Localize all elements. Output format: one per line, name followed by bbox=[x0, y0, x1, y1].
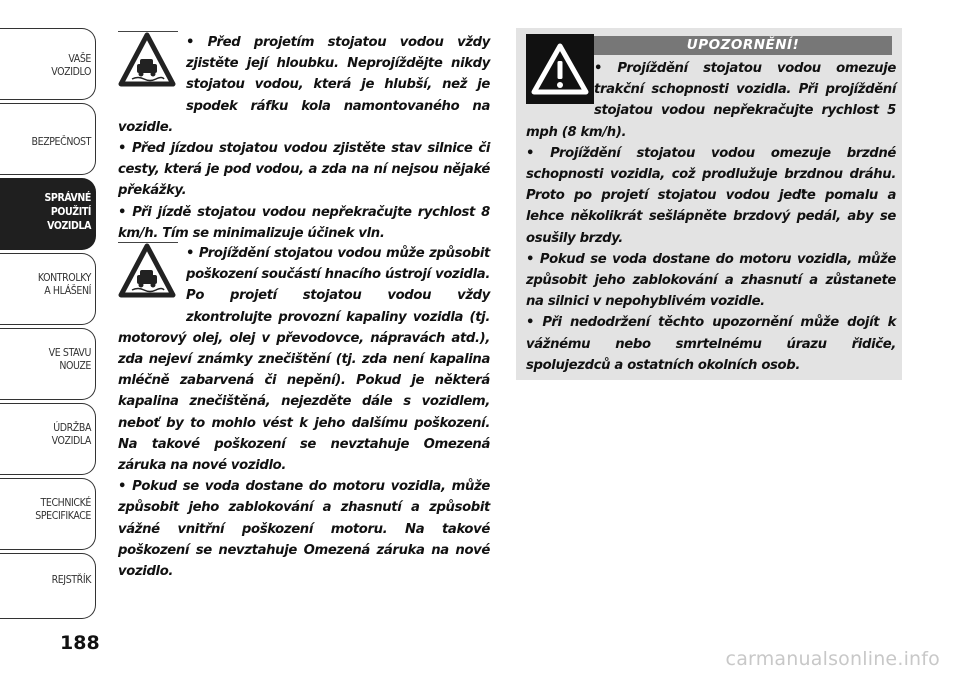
warning-box bbox=[516, 28, 902, 380]
caution-block-2 bbox=[118, 243, 490, 582]
tab-kontrolky-a-hlaseni[interactable] bbox=[0, 253, 96, 325]
tab-label: TECHNICKÉ bbox=[40, 497, 91, 509]
tab-label: POUŽITÍ bbox=[50, 206, 91, 218]
tab-label: ÚDRŽBA bbox=[53, 422, 91, 434]
tab-vase-vozidlo[interactable] bbox=[0, 28, 96, 100]
tab-label: BEZPEČNOST bbox=[31, 136, 91, 148]
tab-label: SPRÁVNÉ bbox=[44, 192, 91, 204]
tab-label: NOUZE bbox=[59, 360, 91, 372]
warning-paragraph: • Při nedodržení těchto upozornění může dojít k vážnému nebo smrtelnému úrazu řidiče, spolujezdců a ostatních okolních osob. bbox=[526, 315, 896, 373]
tab-label: VOZIDLO bbox=[51, 66, 91, 78]
icon-spacer bbox=[526, 58, 594, 104]
tab-technicke-specifikace[interactable] bbox=[0, 478, 96, 550]
caution-road-sign bbox=[118, 32, 184, 96]
tab-ve-stavu-nouze[interactable] bbox=[0, 328, 96, 400]
tab-label: A HLÁŠENÍ bbox=[44, 285, 91, 297]
tab-spravne-pouziti-vozidla[interactable] bbox=[0, 178, 96, 250]
tab-label: VOZIDLA bbox=[47, 220, 91, 232]
warning-paragraph: • Projíždění stojatou vodou omezuje brzdné schopnosti vozidla, což prodlužuje brzdnou dráhu. Proto po projetí stojatou vodou jeďte pomalu a lehce několikrát sešlápněte brzdový pedál, aby se osušily brzdy. bbox=[526, 145, 896, 246]
slippery-road-warning-icon bbox=[118, 32, 176, 88]
warning-paragraph: • Pokud se voda dostane do motoru vozidla, může způsobit jeho zablokování a zhasnutí a zůstanete na silnici v nepohyblivém vozidle. bbox=[526, 251, 896, 310]
warning-text bbox=[526, 58, 896, 376]
tab-udrzba-vozidla[interactable] bbox=[0, 403, 96, 475]
tab-label: VAŠE bbox=[68, 53, 91, 65]
warning-title: UPOZORNĚNÍ! bbox=[594, 36, 892, 55]
tab-label: VE STAVU bbox=[48, 347, 91, 359]
caution-block-1 bbox=[118, 32, 490, 244]
caution-text: • Při jízdě stojatou vodou nepřekračujte rychlost 8 km/h. Tím se minimalizuje účinek vln. bbox=[118, 204, 490, 241]
watermark: carmanualsonline.info bbox=[725, 648, 940, 670]
page-number: 188 bbox=[60, 632, 100, 654]
tab-label: KONTROLKY bbox=[37, 272, 91, 284]
tab-label: REJSTŘÍK bbox=[51, 574, 91, 586]
slippery-road-warning-icon bbox=[118, 243, 176, 299]
tab-label: VOZIDLA bbox=[51, 435, 91, 447]
warning-paragraph: • Projíždění stojatou vodou omezuje trakční schopnosti vozidla. Při projíždění stojatou vodou nepřekračujte rychlost 5 mph (8 km/h). bbox=[526, 61, 896, 140]
caution-text: • Před jízdou stojatou vodou zjistěte stav silnice či cesty, která je pod vodou, a zda na ní nejsou nějaké překážky. bbox=[118, 141, 490, 199]
caution-text: • Projíždění stojatou vodou může způsobit poškození součástí hnacího ústrojí vozidla. Po projetí stojatou vodou vždy zkontrolujte provozní kapaliny vozidla (tj. motorový olej, olej v převodovce, nápravách atd.), zda nejeví známky znečištění (tj. zda není kapalina mléčně zabarvená či nepění). Pokud je některá kapalina znečištěná, nejezděte dále s vozidlem, neboť by to mohlo vést k jeho dalšímu poškození. Na takové poškození se nevztahuje Omezená záruka na nové vozidlo. bbox=[118, 246, 490, 474]
tab-bezpecnost[interactable] bbox=[0, 103, 96, 175]
caution-text: • Pokud se voda dostane do motoru vozidla, může způsobit jeho zablokování a zhasnutí a způsobit vážné vnitřní poškození motoru. Na takové poškození se nevztahuje Omezená záruka na nové vozidlo. bbox=[118, 479, 490, 580]
tab-rejstrik[interactable] bbox=[0, 553, 96, 619]
tab-label: SPECIFIKACE bbox=[35, 510, 91, 522]
caution-road-sign bbox=[118, 243, 184, 307]
caution-text: • Před projetím stojatou vodou vždy zjistěte její hloubku. Neprojíždějte nikdy stojatou vodou, která je hlubší, než je spodek ráfku kola namontovaného na vozidle. bbox=[118, 35, 490, 135]
